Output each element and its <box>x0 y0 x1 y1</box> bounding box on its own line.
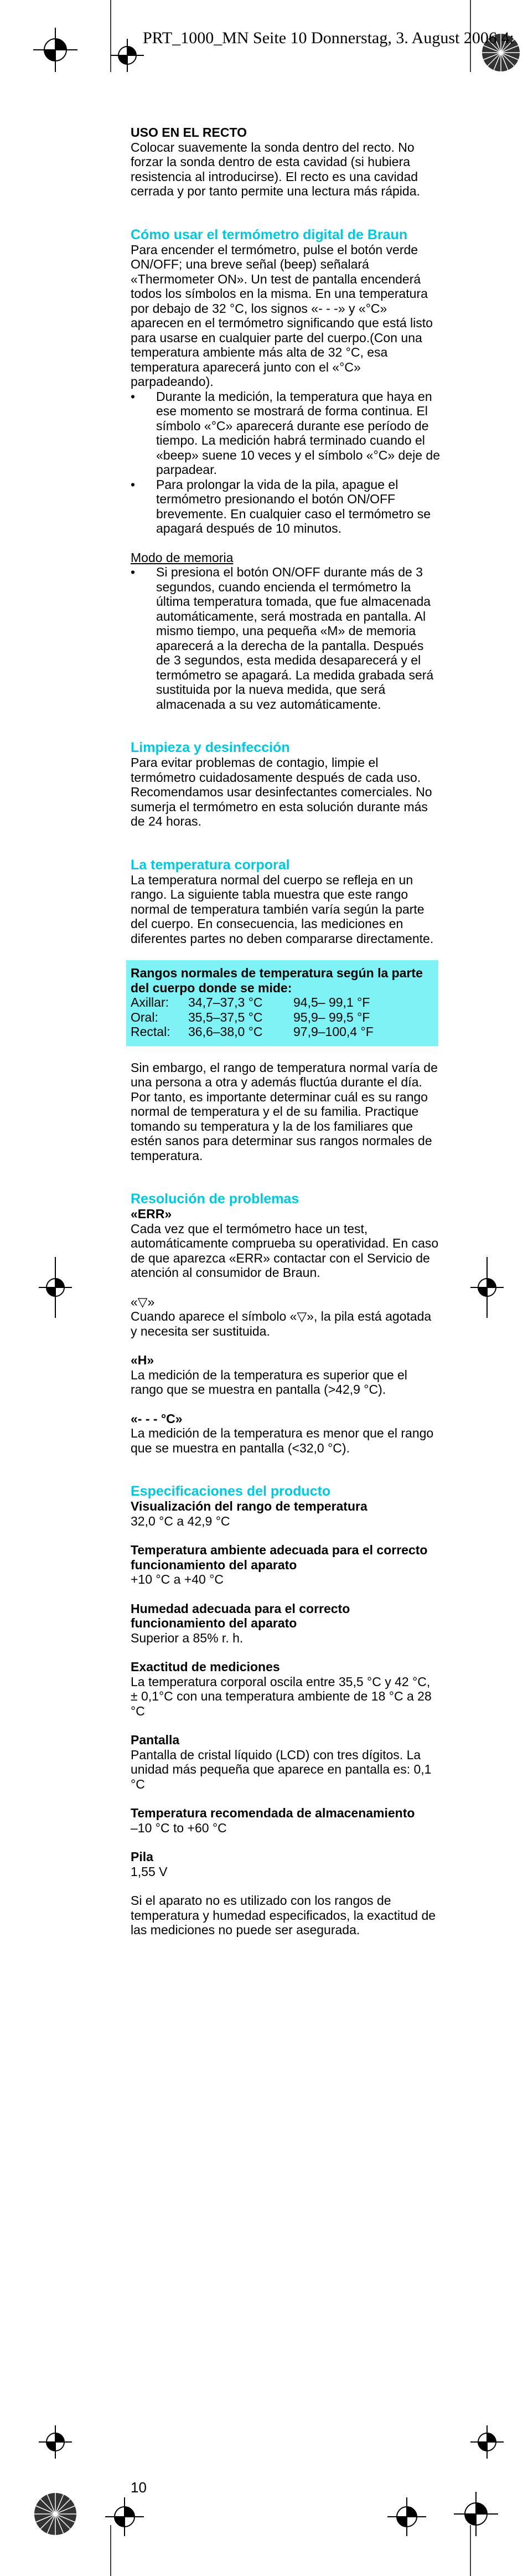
registration-mark-left-low <box>39 2425 72 2459</box>
recto-text: Colocar suavemente la sonda dentro del recto. No forzar la sonda dentro de esta cavidad (si hubiera resistencia al introducirse). El recto es una cavidad cerrada y por tanto permite una lectura más rápida. <box>131 140 420 198</box>
page-number: 10 <box>131 2479 147 2496</box>
spec-item: Pantalla Pantalla de cristal líquido (LCD) con tres dígitos. La unidad más pequeña que aparece en pantalla es: 0,1 °C <box>131 1733 432 1791</box>
registration-mark-top-left <box>33 28 77 72</box>
table-row: Rectal: 36,6–38,0 °C 97,9–100,4 °F <box>131 1024 374 1039</box>
spec-item: Temperatura ambiente adecuada para el correcto funcionamiento del aparato +10 °C a +40 °C <box>131 1543 428 1586</box>
list-item: • Si presiona el botón ON/OFF durante más de 3 segundos, cuando encienda el termómetro la última temperatura tomada, que fue almacenada automáticamente, será mostrada en pantalla. Al mismo tiempo, una pequeña «M» de memoria aparecerá a la derecha de la pantalla. Después de 3 segundos, esta medida desaparecerá y el termómetro se apagará. La medida grabada será sustituida por la nueva medida, que será almacenada a su vez automáticamente. <box>131 565 434 712</box>
temperatura-text: La temperatura normal del cuerpo se refleja en un rango. La siguiente tabla muestra que este rango normal de temperatura también varía según la parte del cuerpo. En consecuencia, las mediciones en diferentes partes no deben compararse directamente. <box>131 872 434 946</box>
spec-item: Visualización del rango de temperatura 32,0 °C a 42,9 °C <box>131 1499 367 1528</box>
spec-item: Humedad adecuada para el correcto funcionamiento del aparato Superior a 85% r. h. <box>131 1601 350 1645</box>
registration-mark-right-middle <box>470 1257 504 1318</box>
registration-mark-right-low <box>470 2425 504 2459</box>
list-item: • Para prolongar la vida de la pila, apague el termómetro presionando el botón ON/OFF brevemente. En cualquier caso el termómetro se apagará después de 10 minutos. <box>131 477 431 535</box>
list-item: • Durante la medición, la temperatura que haya en ese momento se mostrará de forma continua. El símbolo «°C» aparecerá durante ese período de tiempo. La medición habrá terminado cuando el «beep» suene 10 veces y el símbolo «°C» deje de parpadear. <box>131 389 440 477</box>
print-slug-header: PRT_1000_MN Seite 10 Donnerstag, 3. August 2006 4: <box>143 29 514 47</box>
table-row: Axillar: 34,7–37,3 °C 94,5– 99,1 °F <box>131 995 370 1009</box>
como-usar-list <box>131 389 441 536</box>
table-row: Oral: 35,5–37,5 °C 95,9– 99,5 °F <box>131 1009 370 1024</box>
battery-label: «▽» <box>131 1294 155 1309</box>
memoria-title: Modo de memoria <box>131 550 234 565</box>
h-label: «H» <box>131 1353 154 1367</box>
spec-item: Pila 1,55 V <box>131 1849 168 1879</box>
section-title-como-usar: Cómo usar el termómetro digital de Braun <box>131 226 408 243</box>
registration-mark-bottom-right <box>454 2492 498 2536</box>
section-title-recto: USO EN EL RECTO <box>131 125 247 140</box>
registration-mark-left-middle <box>39 1257 72 1318</box>
err-text: Cada vez que el termómetro hace un test, automáticamente comprueba su operatividad. En caso de que aparezca «ERR» contactar con el Servicio de atención al consumidor de Braun. <box>131 1221 439 1280</box>
spec-item: Temperatura recomendada de almacenamiento –10 °C to +60 °C <box>131 1806 415 1835</box>
low-label: «- - - °C» <box>131 1411 183 1426</box>
crop-mark-bottom-right <box>465 2525 476 2576</box>
section-title-especificaciones: Especificaciones del producto <box>131 1483 331 1499</box>
temperature-range-table <box>126 960 438 1046</box>
section-title-problemas: Resolución de problemas <box>131 1191 299 1207</box>
spec-item: Exactitud de mediciones La temperatura corporal oscila entre 35,5 °C y 42 °C, ± 0,1°C con una temperatura ambiente de 18 °C a 28 °C <box>131 1660 432 1718</box>
section-title-limpieza: Limpieza y desinfección <box>131 740 290 755</box>
registration-mark-top-center <box>111 39 144 72</box>
section-title-temperatura: La temperatura corporal <box>131 857 290 873</box>
memoria-list <box>131 565 441 712</box>
content-column <box>131 125 441 1938</box>
err-label: «ERR» <box>131 1207 172 1221</box>
battery-text: Cuando aparece el símbolo «▽», la pila está agotada y necesita ser sustituida. <box>131 1309 432 1338</box>
como-usar-text: Para encender el termómetro, pulse el botón verde ON/OFF; una breve señal (beep) señalará «Thermometer ON». Un test de pantalla encenderá todos los símbolos en la misma. En una temperatura por debajo de 32 °C, los signos «- - -» y «°C» aparecen en el termómetro significando que está listo para usarse en cualquier parte del cuerpo.(Con una temperatura ambiente más alta de 32 °C, esa temperatura aparecerá junto con el «°C» parpadeando). <box>131 242 433 389</box>
limpieza-text: Para evitar problemas de contagio, limpie el termómetro cuidadosamente después de cada uso. Recomendamos usar desinfectantes comerciales. No sumerja el termómetro en esta solución durante más de 24 horas. <box>131 755 432 828</box>
temperatura-text-2: Sin embargo, el rango de temperatura normal varía de una persona a otra y además fluctúa durante el día. Por tanto, es importante determinar cuál es su rango normal de temperatura y el de su familia. Practique tomando su temperatura y la de los familiares que estén sanos para determinar sus rangos normales de temperatura. <box>131 1060 438 1163</box>
h-text: La medición de la temperatura es superior que el rango que se muestra en pantalla (>42,9 °C). <box>131 1367 407 1397</box>
registration-mark-bottom-center-right <box>387 2497 426 2536</box>
starburst-mark-bottom-left <box>33 2492 77 2536</box>
table-title: Rangos normales de temperatura según la parte del cuerpo donde se mide: <box>131 966 423 995</box>
low-text: La medición de la temperatura es menor que el rango que se muestra en pantalla (<32,0 °C). <box>131 1426 434 1455</box>
spec-footer-text: Si el aparato no es utilizado con los rangos de temperatura y humedad especificados, la exactitud de las mediciones no puede ser asegurada. <box>131 1893 436 1937</box>
crop-mark-bottom <box>105 2525 116 2576</box>
